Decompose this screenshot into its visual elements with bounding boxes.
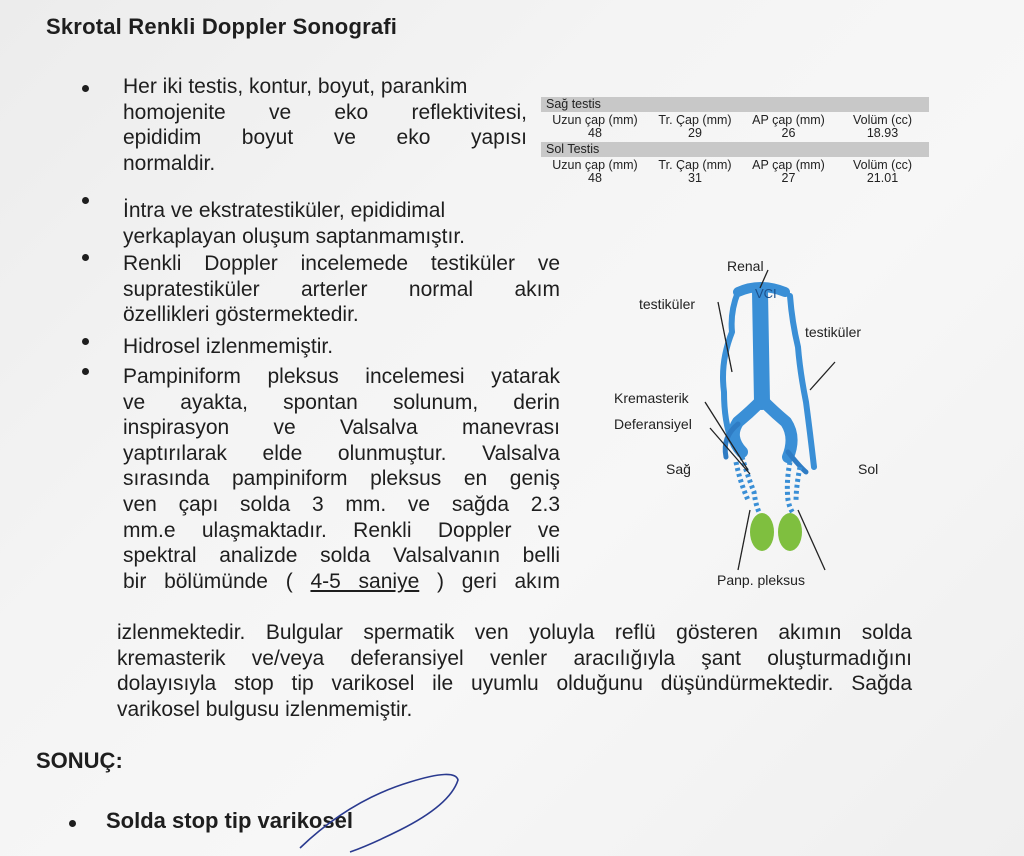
text-line: sırasında pampiniform pleksus en geniş xyxy=(123,467,560,491)
table-section-header: Sağ testis xyxy=(541,97,929,112)
text-line: Her iki testis, kontur, boyut, parankim xyxy=(123,75,468,98)
text-line: homojenite ve eko reflektivitesi, xyxy=(123,100,527,124)
label-testicular-right: testiküler xyxy=(805,324,862,340)
finding-text xyxy=(123,251,560,328)
table-cell: 27 xyxy=(781,171,796,185)
text-line: varikosel bulgusu izlenmemiştir. xyxy=(117,697,413,721)
bullet-dot xyxy=(82,368,89,375)
testis-right-side xyxy=(750,513,774,551)
text-line: Pampiniform pleksus incelemesi yatarak xyxy=(123,365,560,388)
label-pampiniform-plexus: Panp. pleksus xyxy=(717,572,805,588)
text-line: yaptırılarak elde olunmuştur. Valsalva xyxy=(123,441,560,465)
finding-text xyxy=(123,198,563,249)
table-cell: 21.01 xyxy=(866,171,899,185)
text-line: ve ayakta, spontan solunum, derin xyxy=(123,390,560,414)
signature-mark xyxy=(290,760,490,856)
table-row xyxy=(541,170,929,187)
table-cell: 29 xyxy=(688,126,702,140)
document-title: Skrotal Renkli Doppler Sonografi xyxy=(46,14,398,39)
column-header: Uzun çap (mm) xyxy=(552,158,638,172)
label-sag: Sağ xyxy=(666,461,691,477)
text-line: mm.e ulaşmaktadır. Renkli Doppler ve xyxy=(123,518,560,542)
table-row xyxy=(541,125,929,142)
text-line-underlined xyxy=(123,569,560,595)
pointer-line xyxy=(810,362,835,390)
text-line: supratestiküler arterler normal akım xyxy=(123,277,560,301)
text-segment: ) geri akım xyxy=(419,569,560,593)
text-line: özellikleri göstermektedir. xyxy=(123,303,359,327)
column-header: Tr. Çap (mm) xyxy=(658,113,732,127)
text-line: spektral analizde solda Valsalvanın belli xyxy=(123,544,560,568)
text-line: Renkli Doppler incelemede testiküler ve xyxy=(123,252,560,275)
column-header: Uzun çap (mm) xyxy=(552,113,638,127)
table-cell: 48 xyxy=(588,171,602,185)
table-cell: 18.93 xyxy=(866,126,899,140)
bullet-dot xyxy=(82,254,89,261)
testis-measurement-table xyxy=(541,97,929,187)
conclusion-item: Solda stop tip varikosel xyxy=(106,808,353,833)
text-line: epididim boyut ve eko yapısı xyxy=(123,126,527,150)
venous-anatomy-diagram xyxy=(610,252,900,592)
text-line: Hidrosel izlenmemiştir. xyxy=(123,335,334,358)
bullet-dot xyxy=(82,197,89,204)
text-line: ven çapı solda 3 mm. ve sağda 2.3 xyxy=(123,492,560,516)
label-vci: VCI xyxy=(755,286,777,301)
label-renal: Renal xyxy=(727,258,764,274)
table-section-header: Sol Testis xyxy=(541,142,929,157)
pointer-line xyxy=(798,510,825,570)
table-cell: 48 xyxy=(588,126,602,140)
finding-text xyxy=(123,74,527,176)
column-header: Volüm (cc) xyxy=(852,113,913,127)
column-header: AP çap (mm) xyxy=(752,113,825,127)
text-line: İntra ve ekstratestiküler, epididimal xyxy=(123,199,446,222)
label-testicular-left: testiküler xyxy=(639,296,696,312)
label-deferansiyel: Deferansiyel xyxy=(614,416,692,432)
text-line: normaldir. xyxy=(123,151,216,175)
text-line: izlenmektedir. Bulgular spermatik ven yoluyla reflü gösteren akımın solda xyxy=(117,621,912,644)
conclusion-heading: SONUÇ: xyxy=(36,748,123,773)
text-line: yerkaplayan oluşum saptanmamıştır. xyxy=(123,224,465,248)
column-header: AP çap (mm) xyxy=(752,158,825,172)
text-line: dolayısıyla stop tip varikosel ile uyumlu olduğunu düşündürmektedir. Sağda xyxy=(117,672,912,696)
column-header: Volüm (cc) xyxy=(852,158,913,172)
table-cell: 26 xyxy=(781,126,796,140)
underlined-duration: 4-5 saniye xyxy=(310,569,420,593)
text-line: kremasterik ve/veya deferansiyel venler aracılığıyla şant oluşturmadığını xyxy=(117,646,912,670)
vci-vessel xyxy=(760,292,762,402)
text-line: inspirasyon ve Valsalva manevrası xyxy=(123,416,560,440)
bullet-dot xyxy=(82,85,89,92)
column-header: Tr. Çap (mm) xyxy=(658,158,732,172)
testis-left-side xyxy=(778,513,802,551)
iliac-vein-right xyxy=(762,400,792,457)
label-sol: Sol xyxy=(858,461,879,477)
bullet-dot xyxy=(69,820,76,827)
table-cell: 31 xyxy=(688,171,702,185)
label-kremasterik: Kremasterik xyxy=(614,390,689,406)
finding-text xyxy=(123,334,560,360)
text-segment: bir bölümünde ( xyxy=(123,569,311,593)
pointer-line xyxy=(738,510,750,570)
finding-text-continuation xyxy=(117,620,912,722)
bullet-dot xyxy=(82,338,89,345)
finding-text xyxy=(123,364,560,594)
